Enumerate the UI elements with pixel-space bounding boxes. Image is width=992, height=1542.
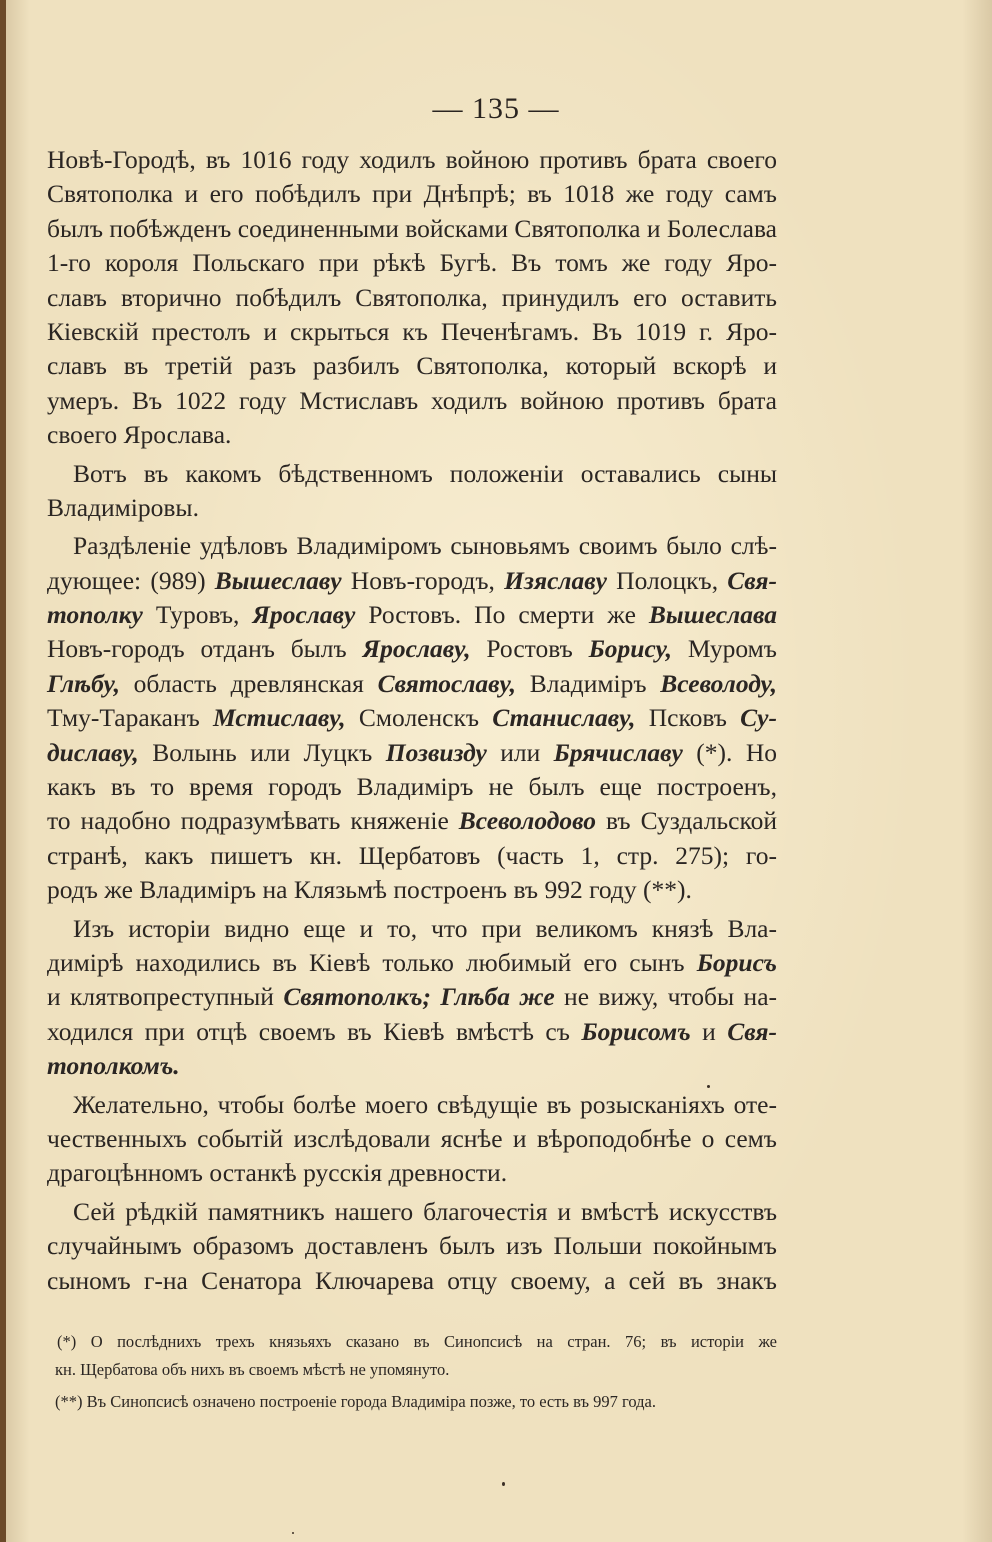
text-run: Псковъ	[635, 703, 741, 733]
text-line: родъ же Владиміръ на Клязьмѣ построенъ въ 992 году (**).	[47, 875, 692, 905]
italic-name: Вышеславу	[214, 565, 342, 595]
page-number: — 135 —	[432, 92, 560, 125]
text-run: или	[486, 737, 554, 767]
text-line: умеръ. Въ 1022 году Мстиславъ ходилъ войною противъ брата	[47, 385, 777, 415]
text-run: не вижу, чтобы на-	[554, 982, 778, 1012]
text-line: драгоцѣнномъ останкѣ русскія древности.	[47, 1158, 508, 1188]
italic-name: Позвизду	[385, 737, 487, 767]
text-run: Ростовъ. По смерти же	[355, 600, 649, 630]
italic-name: тополкомъ.	[47, 1051, 180, 1081]
italic-name: Всеволоду,	[660, 668, 777, 698]
text-line: чественныхъ событій изслѣдовали яснѣе и вѣроподобнѣе о семъ	[47, 1123, 777, 1153]
footnote-line: (*) О послѣднихъ трехъ князьяхъ сказано въ Синопсисѣ на стран. 76; въ исторіи же	[57, 1332, 777, 1351]
text-line	[47, 1049, 777, 1083]
footnote-line: кн. Щербатова объ нихъ въ своемъ мѣстѣ не упомянуто.	[55, 1360, 450, 1379]
text-run: Муромъ	[672, 634, 777, 664]
text-run: то надобно подразумѣвать княженіе	[47, 806, 459, 836]
text-run: Волынь или Луцкъ	[138, 737, 386, 767]
text-line: Святополка и его побѣдилъ при Днѣпрѣ; въ 1018 же году самъ	[47, 179, 777, 209]
text-line	[47, 980, 777, 1014]
text-line: 1-го короля Польскаго при рѣкѣ Бугѣ. Въ томъ же году Яро-	[47, 248, 777, 278]
text-line: Новѣ-Городѣ, въ 1016 году ходилъ войною противъ брата своего	[47, 145, 777, 174]
text-run: въ Суздальской	[595, 806, 777, 836]
text-line: Желательно, чтобы болѣе моего свѣдущіе въ розысканіяхъ оте-	[73, 1089, 777, 1119]
text-line: славъ въ третій разъ разбилъ Святополка, который вскорѣ и	[47, 351, 777, 381]
text-run: Владиміръ	[515, 668, 661, 698]
text-line: своего Ярослава.	[47, 420, 232, 450]
text-run: Новъ-городъ отданъ былъ	[47, 634, 363, 664]
text-run: Туровъ,	[142, 600, 253, 630]
main-text	[47, 143, 777, 1298]
italic-name: Брячиславу	[553, 737, 683, 767]
text-run: Полоцкъ,	[606, 565, 728, 595]
text-line	[47, 632, 777, 666]
italic-name: Мстиславу,	[213, 703, 346, 733]
text-line	[47, 736, 777, 770]
ink-speck	[292, 1532, 294, 1534]
text-run: Новъ-городъ,	[341, 565, 505, 595]
italic-name: Борису,	[588, 634, 673, 664]
text-line	[47, 701, 777, 735]
text-run: дующее: (989)	[47, 565, 215, 595]
italic-name: Глѣбу,	[47, 668, 120, 698]
italic-name: Су-	[740, 703, 777, 733]
ink-speck	[502, 1482, 505, 1486]
text-run: Тму-Тараканъ	[47, 703, 214, 733]
text-line: былъ побѣжденъ соединенными войсками Святополка и Болеслава	[47, 213, 777, 243]
text-line	[47, 1015, 777, 1049]
ink-speck	[707, 1085, 710, 1088]
italic-name: Святославу,	[377, 668, 516, 698]
book-spine-edge	[0, 0, 6, 1542]
italic-name: Изяславу	[504, 565, 607, 595]
text-line: Вотъ въ какомъ бѣдственномъ положеніи оставались сыны	[73, 458, 777, 488]
text-line: Владиміровы.	[47, 492, 199, 522]
text-line: славъ вторично побѣдилъ Святополка, принудилъ его оставить	[47, 282, 777, 312]
text-run: Смоленскъ	[345, 703, 493, 733]
text-line: странѣ, какъ пишетъ кн. Щербатовъ (часть 1, стр. 275); го-	[47, 840, 777, 870]
text-line: случайнымъ образомъ доставленъ былъ изъ Польши покойнымъ	[47, 1231, 777, 1261]
italic-name: Борисомъ	[581, 1016, 691, 1046]
text-run: (*). Но	[682, 737, 777, 767]
text-line: Кіевскій престолъ и скрыться къ Печенѣгамъ. Въ 1019 г. Яро-	[47, 316, 777, 346]
italic-name: тополку	[47, 600, 143, 630]
text-line	[47, 946, 777, 980]
italic-name: Свя-	[727, 1016, 777, 1046]
italic-name: Ярославу,	[362, 634, 471, 664]
text-run: и	[690, 1016, 728, 1046]
italic-name: Всеволодово	[458, 806, 596, 836]
text-line: Сей рѣдкій памятникъ нашего благочестія и вмѣстѣ искусствъ	[73, 1196, 777, 1226]
italic-name: Станиславу,	[492, 703, 636, 733]
text-line	[47, 564, 777, 598]
italic-name: Вышеслава	[648, 600, 777, 630]
italic-name: Борисъ	[696, 947, 777, 977]
text-line: Раздѣленіе удѣловъ Владиміромъ сыновьямъ своимъ было слѣ-	[73, 531, 777, 561]
text-line: Изъ исторіи видно еще и то, что при великомъ князѣ Вла-	[73, 913, 777, 943]
italic-name: Свя-	[727, 565, 777, 595]
text-run: область древлянская	[119, 668, 378, 698]
text-run: димірѣ находились въ Кіевѣ только любимый его сынъ	[47, 947, 697, 977]
text-line: сыномъ г-на Сенатора Ключарева отцу своему, а сей въ знакъ	[47, 1265, 777, 1295]
text-run: Ростовъ	[470, 634, 589, 664]
italic-name: Святополкъ; Глѣба же	[283, 982, 555, 1012]
footnote-line: (**) Въ Синопсисѣ означено построеніе города Владиміра позже, то есть въ 997 года.	[55, 1392, 657, 1411]
footnotes	[55, 1328, 777, 1416]
text-run: и клятвопреступный	[47, 982, 284, 1012]
italic-name: диславу,	[47, 737, 139, 767]
text-run: ходился при отцѣ своемъ въ Кіевѣ вмѣстѣ съ	[47, 1016, 582, 1046]
text-line: какъ въ то время городъ Владиміръ не былъ еще построенъ,	[47, 772, 777, 802]
italic-name: Ярославу	[252, 600, 356, 630]
text-line	[47, 804, 777, 838]
text-line	[47, 667, 777, 701]
text-line	[47, 598, 777, 632]
